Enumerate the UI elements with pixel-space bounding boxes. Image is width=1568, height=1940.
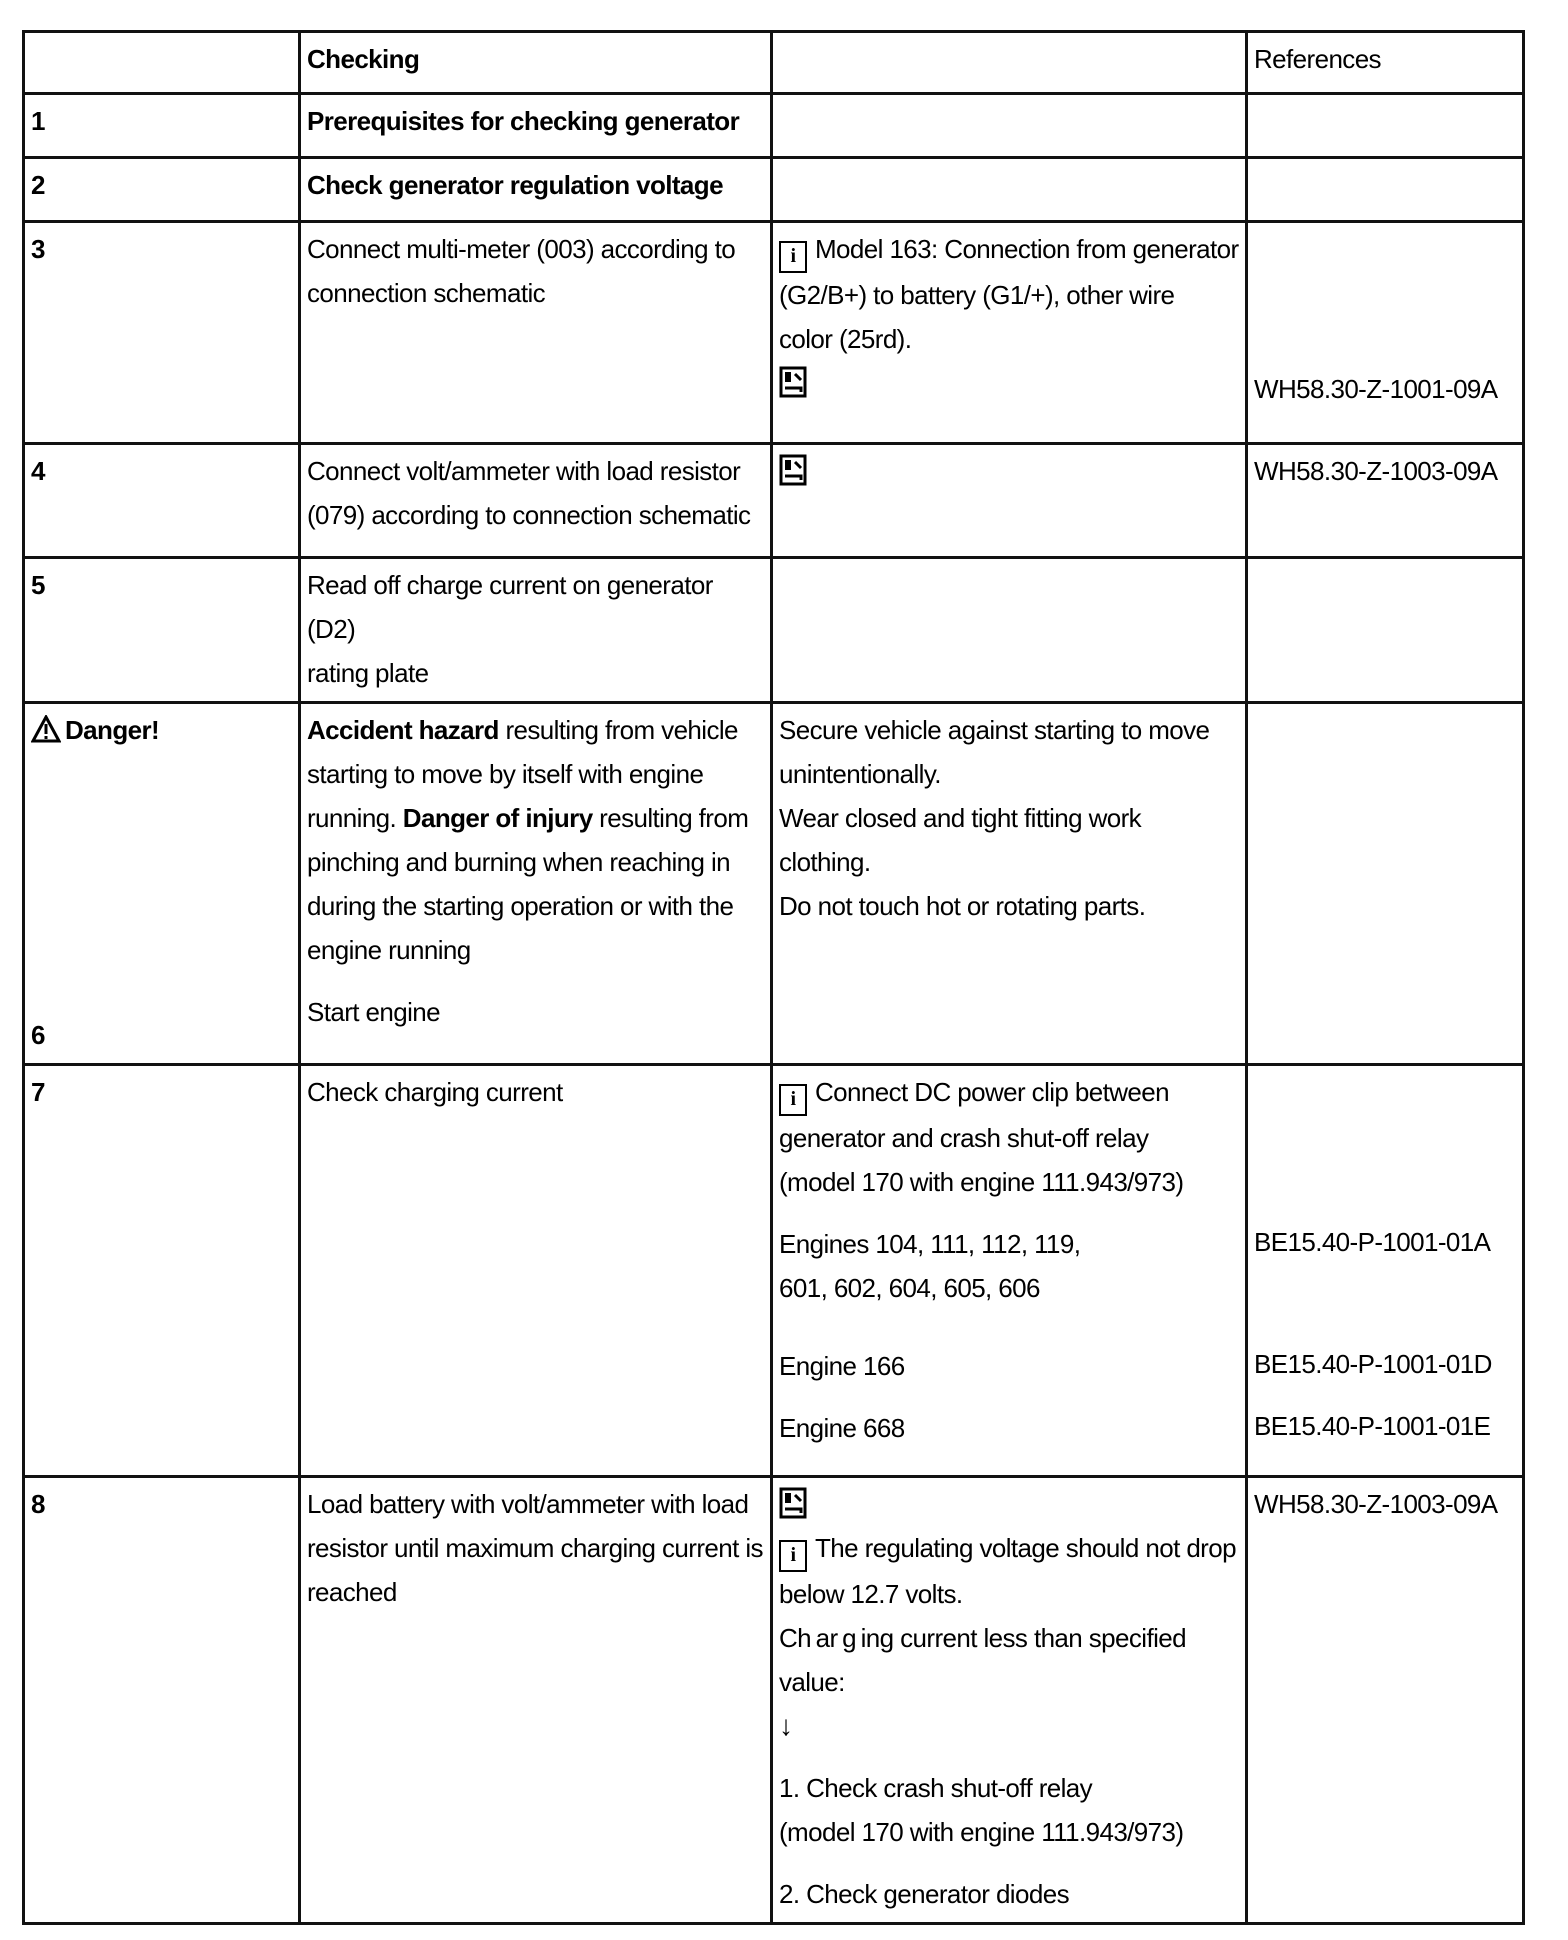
reference-link[interactable]: WH58.30-Z-1001-09A [1254, 374, 1498, 404]
notes-cell [772, 222, 1247, 444]
checking-text: Check generator regulation voltage [300, 158, 772, 222]
checking-text: Connect multi-meter (003) according to connection schematic [300, 222, 772, 444]
danger-cell [24, 703, 300, 1065]
reference-cell [1247, 444, 1524, 558]
table-row [24, 444, 1524, 558]
warning-triangle-icon [31, 715, 61, 743]
reference-cell [1247, 158, 1524, 222]
table-row [24, 222, 1524, 444]
manual-book-icon[interactable] [779, 454, 807, 486]
step-number: 3 [24, 222, 300, 444]
table-row [24, 558, 1524, 703]
table-row [24, 1065, 1524, 1477]
engine-group: Engines 104, 111, 112, 119, [779, 1229, 1081, 1259]
step-number: 8 [24, 1477, 300, 1924]
reference-cell [1247, 1065, 1524, 1477]
info-icon: i [779, 1540, 807, 1572]
reference-link[interactable]: WH58.30-Z-1003-09A [1254, 1489, 1498, 1519]
header-checking: Checking [300, 32, 772, 94]
danger-label: Danger! [65, 715, 160, 745]
table-row [24, 94, 1524, 158]
checking-text: Load battery with volt/ammeter with load resistor until maximum charging current is reached [300, 1477, 772, 1924]
notes-cell [772, 158, 1247, 222]
header-references: References [1247, 32, 1524, 94]
notes-cell: i Connect DC power clip between generator and crash shut-off relay (model 170 with engine 111.943/973) Engines 104, 111, 112, 119, 601, 602, 604, 605, 606 Engine 166 Engine 668 [772, 1065, 1247, 1477]
reference-cell [1247, 703, 1524, 1065]
action-step: 2. Check generator diodes [779, 1879, 1069, 1909]
notes-cell [772, 94, 1247, 158]
notes-cell: i The regulating voltage should not drop below 12.7 volts. Ch ar g ing current less than specified value: ↓ 1. Check crash shut-off relay (model 170 with engine 111.943/973) 2. Check generator diodes [772, 1477, 1247, 1924]
info-icon: i [779, 1084, 807, 1116]
reference-cell [1247, 222, 1524, 444]
reference-cell [1247, 1477, 1524, 1924]
checking-text: Connect volt/ammeter with load resistor (079) according to connection schematic [300, 444, 772, 558]
manual-book-icon[interactable] [779, 1487, 807, 1519]
engine-group: Engine 668 [779, 1413, 905, 1443]
table-row [24, 1477, 1524, 1924]
work-procedure-table [22, 30, 1525, 1925]
action-step: 1. Check crash shut-off relay [779, 1773, 1093, 1803]
reference-cell [1247, 94, 1524, 158]
note-line: (G2/B+) to battery (G1/+), other wire [779, 280, 1175, 310]
note-line: color (25rd). [779, 324, 912, 354]
header-row [24, 32, 1524, 94]
reference-cell [1247, 558, 1524, 703]
step-number: 1 [24, 94, 300, 158]
step-number: 2 [24, 158, 300, 222]
checking-text: Start engine [307, 997, 441, 1027]
engine-group: Engine 166 [779, 1351, 905, 1381]
checking-text: Read off charge current on generator (D2) rating plate [300, 558, 772, 703]
header-notes [772, 32, 1247, 94]
notes-cell [772, 558, 1247, 703]
safety-measures: Secure vehicle against starting to move unintentionally. Wear closed and tight fitting work clothing. Do not touch hot or rotating parts. [772, 703, 1247, 1065]
header-step [24, 32, 300, 94]
step-number: 6 [31, 1020, 45, 1050]
reference-link[interactable]: BE15.40-P-1001-01E [1254, 1411, 1491, 1441]
table-row [24, 158, 1524, 222]
step-number: 4 [24, 444, 300, 558]
arrow-down-icon: ↓ [779, 1710, 793, 1741]
reference-link[interactable]: BE15.40-P-1001-01A [1254, 1227, 1491, 1257]
hazard-text: Accident hazard resulting from vehicle starting to move by itself with engine running. Danger of injury resulting from pinching and burning when reaching in during the starting operation or with the engine running Start engine [300, 703, 772, 1065]
step-number: 7 [24, 1065, 300, 1477]
notes-cell [772, 444, 1247, 558]
checking-text: Prerequisites for checking generator [300, 94, 772, 158]
info-icon: i [779, 241, 807, 273]
reference-link[interactable]: WH58.30-Z-1003-09A [1254, 456, 1498, 486]
reference-link[interactable]: BE15.40-P-1001-01D [1254, 1349, 1492, 1379]
checking-text: Check charging current [300, 1065, 772, 1477]
note-line: Model 163: Connection from generator [815, 234, 1239, 264]
step-number: 5 [24, 558, 300, 703]
manual-book-icon[interactable] [779, 361, 1239, 405]
table-row [24, 703, 1524, 1065]
